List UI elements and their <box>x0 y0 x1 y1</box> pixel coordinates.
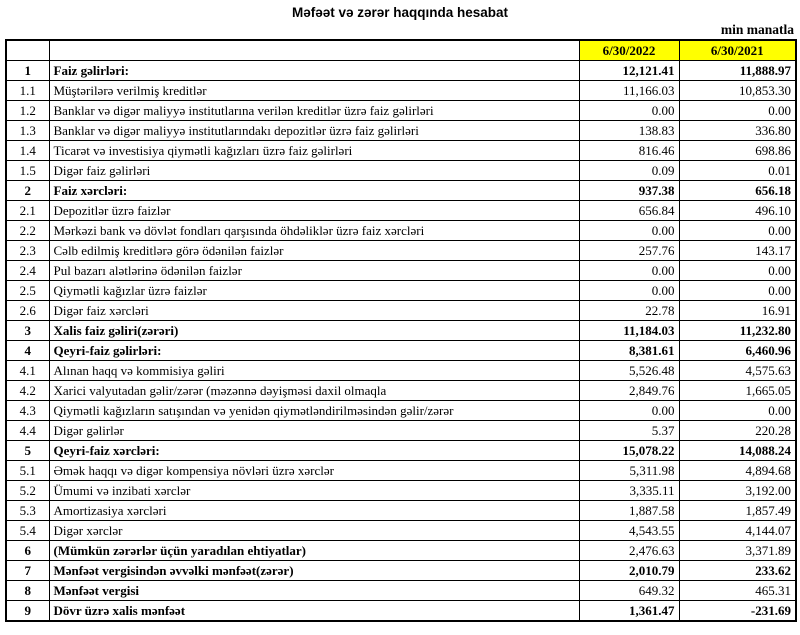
header-number-cell <box>6 40 49 61</box>
row-number-cell: 4.2 <box>6 381 49 401</box>
value-2021-cell: 4,144.07 <box>679 521 796 541</box>
value-2021-cell: 0.00 <box>679 401 796 421</box>
row-number-cell: 2.4 <box>6 261 49 281</box>
row-label-cell: Qeyri-faiz gəlirləri: <box>49 341 579 361</box>
value-2022-cell: 4,543.55 <box>579 521 679 541</box>
profit-loss-table <box>5 39 797 622</box>
row-label-cell: Digər faiz xərcləri <box>49 301 579 321</box>
row-number-cell: 5 <box>6 441 49 461</box>
header-row <box>6 40 796 61</box>
table-row <box>6 181 796 201</box>
table-row <box>6 521 796 541</box>
table-row <box>6 221 796 241</box>
table-row <box>6 101 796 121</box>
row-number-cell: 4.3 <box>6 401 49 421</box>
value-2022-cell: 2,476.63 <box>579 541 679 561</box>
value-2021-cell: 0.00 <box>679 101 796 121</box>
row-number-cell: 5.2 <box>6 481 49 501</box>
value-2022-cell: 0.00 <box>579 261 679 281</box>
value-2021-cell: 1,665.05 <box>679 381 796 401</box>
value-2021-cell: 0.00 <box>679 281 796 301</box>
value-2021-cell: 11,232.80 <box>679 321 796 341</box>
row-number-cell: 1.1 <box>6 81 49 101</box>
row-number-cell: 5.4 <box>6 521 49 541</box>
row-label-cell: Əmək haqqı və digər kompensiya növləri üzrə xərclər <box>49 461 579 481</box>
table-row <box>6 61 796 81</box>
value-2021-cell: 4,894.68 <box>679 461 796 481</box>
value-2022-cell: 2,849.76 <box>579 381 679 401</box>
row-label-cell: Ümumi və inzibati xərclər <box>49 481 579 501</box>
table-row <box>6 361 796 381</box>
row-label-cell: (Mümkün zərərlər üçün yaradılan ehtiyatlar) <box>49 541 579 561</box>
table-row <box>6 321 796 341</box>
table-row <box>6 161 796 181</box>
value-2021-cell: 143.17 <box>679 241 796 261</box>
value-2022-cell: 138.83 <box>579 121 679 141</box>
value-2021-cell: 0.00 <box>679 261 796 281</box>
row-number-cell: 4.4 <box>6 421 49 441</box>
table-row <box>6 261 796 281</box>
table-row <box>6 501 796 521</box>
row-label-cell: Banklar və digər maliyyə institutlarına verilən kreditlər üzrə faiz gəlirləri <box>49 101 579 121</box>
row-number-cell: 3 <box>6 321 49 341</box>
value-2021-cell: 220.28 <box>679 421 796 441</box>
row-number-cell: 8 <box>6 581 49 601</box>
value-2021-cell: 14,088.24 <box>679 441 796 461</box>
table-row <box>6 401 796 421</box>
row-label-cell: Alınan haqq və kommisiya gəliri <box>49 361 579 381</box>
table-row <box>6 201 796 221</box>
table-row <box>6 481 796 501</box>
row-number-cell: 1.3 <box>6 121 49 141</box>
row-label-cell: Amortizasiya xərcləri <box>49 501 579 521</box>
header-date-2022-cell: 6/30/2022 <box>579 40 679 61</box>
row-number-cell: 5.3 <box>6 501 49 521</box>
table-row <box>6 541 796 561</box>
value-2022-cell: 257.76 <box>579 241 679 261</box>
row-number-cell: 2.6 <box>6 301 49 321</box>
value-2022-cell: 5,526.48 <box>579 361 679 381</box>
row-number-cell: 2.5 <box>6 281 49 301</box>
row-number-cell: 2.1 <box>6 201 49 221</box>
row-label-cell: Faiz xərcləri: <box>49 181 579 201</box>
value-2022-cell: 5,311.98 <box>579 461 679 481</box>
value-2022-cell: 11,166.03 <box>579 81 679 101</box>
row-number-cell: 1.2 <box>6 101 49 121</box>
row-label-cell: Ticarət və investisiya qiymətli kağızları üzrə faiz gəlirləri <box>49 141 579 161</box>
row-number-cell: 6 <box>6 541 49 561</box>
row-label-cell: Pul bazarı alətlərinə ödənilən faizlər <box>49 261 579 281</box>
unit-label: min manatla <box>720 22 794 37</box>
value-2021-cell: 6,460.96 <box>679 341 796 361</box>
value-2022-cell: 11,184.03 <box>579 321 679 341</box>
value-2022-cell: 5.37 <box>579 421 679 441</box>
table-row <box>6 441 796 461</box>
row-number-cell: 1.5 <box>6 161 49 181</box>
row-label-cell: Xarici valyutadan gəlir/zərər (məzənnə dəyişməsi daxil olmaqla <box>49 381 579 401</box>
row-number-cell: 1.4 <box>6 141 49 161</box>
row-label-cell: Digər xərclər <box>49 521 579 541</box>
row-label-cell: Mənfəət vergisindən əvvəlki mənfəət(zərər) <box>49 561 579 581</box>
row-label-cell: Digər faiz gəlirləri <box>49 161 579 181</box>
table-row <box>6 581 796 601</box>
row-number-cell: 4.1 <box>6 361 49 381</box>
table-row <box>6 561 796 581</box>
row-label-cell: Cəlb edilmiş kreditlərə görə ödənilən faizlər <box>49 241 579 261</box>
value-2021-cell: 465.31 <box>679 581 796 601</box>
row-label-cell: Mənfəət vergisi <box>49 581 579 601</box>
row-number-cell: 1 <box>6 61 49 81</box>
header-date-2021-cell: 6/30/2021 <box>679 40 796 61</box>
table-row <box>6 461 796 481</box>
value-2021-cell: 4,575.63 <box>679 361 796 381</box>
value-2021-cell: 16.91 <box>679 301 796 321</box>
table-row <box>6 421 796 441</box>
value-2022-cell: 0.00 <box>579 401 679 421</box>
value-2022-cell: 3,335.11 <box>579 481 679 501</box>
row-number-cell: 7 <box>6 561 49 581</box>
row-label-cell: Qiymətli kağızlar üzrə faizlər <box>49 281 579 301</box>
value-2021-cell: 496.10 <box>679 201 796 221</box>
value-2022-cell: 0.00 <box>579 101 679 121</box>
value-2022-cell: 0.00 <box>579 221 679 241</box>
table-row <box>6 241 796 261</box>
row-number-cell: 9 <box>6 601 49 622</box>
row-label-cell: Depozitlər üzrə faizlər <box>49 201 579 221</box>
table-row <box>6 381 796 401</box>
row-number-cell: 2.2 <box>6 221 49 241</box>
value-2021-cell: 3,371.89 <box>679 541 796 561</box>
value-2022-cell: 656.84 <box>579 201 679 221</box>
table-row <box>6 121 796 141</box>
table-row <box>6 341 796 361</box>
value-2021-cell: 1,857.49 <box>679 501 796 521</box>
value-2021-cell: 3,192.00 <box>679 481 796 501</box>
value-2021-cell: 10,853.30 <box>679 81 796 101</box>
value-2022-cell: 937.38 <box>579 181 679 201</box>
value-2021-cell: 656.18 <box>679 181 796 201</box>
value-2022-cell: 15,078.22 <box>579 441 679 461</box>
value-2021-cell: 11,888.97 <box>679 61 796 81</box>
table-row <box>6 141 796 161</box>
row-label-cell: Xalis faiz gəliri(zərəri) <box>49 321 579 341</box>
table-row <box>6 281 796 301</box>
row-number-cell: 5.1 <box>6 461 49 481</box>
value-2022-cell: 2,010.79 <box>579 561 679 581</box>
table-row <box>6 301 796 321</box>
value-2022-cell: 22.78 <box>579 301 679 321</box>
value-2022-cell: 1,361.47 <box>579 601 679 622</box>
value-2021-cell: -231.69 <box>679 601 796 622</box>
table-header <box>6 40 796 61</box>
row-label-cell: Qeyri-faiz xərcləri: <box>49 441 579 461</box>
row-label-cell: Müştərilərə verilmiş kreditlər <box>49 81 579 101</box>
row-label-cell: Digər gəlirlər <box>49 421 579 441</box>
value-2021-cell: 233.62 <box>679 561 796 581</box>
value-2022-cell: 8,381.61 <box>579 341 679 361</box>
header-label-cell <box>49 40 579 61</box>
row-number-cell: 4 <box>6 341 49 361</box>
value-2021-cell: 0.01 <box>679 161 796 181</box>
report-title: Məfəət və zərər haqqında hesabat <box>291 5 509 20</box>
table-row <box>6 601 796 622</box>
value-2021-cell: 698.86 <box>679 141 796 161</box>
value-2021-cell: 0.00 <box>679 221 796 241</box>
value-2022-cell: 12,121.41 <box>579 61 679 81</box>
row-label-cell: Qiymətli kağızların satışından və yenidən qiymətləndirilməsindən gəlir/zərər <box>49 401 579 421</box>
report-table-body <box>6 61 796 622</box>
row-label-cell: Mərkəzi bank və dövlət fondları qarşısında öhdəliklər üzrə faiz xərcləri <box>49 221 579 241</box>
value-2022-cell: 816.46 <box>579 141 679 161</box>
table-row <box>6 81 796 101</box>
value-2021-cell: 336.80 <box>679 121 796 141</box>
value-2022-cell: 649.32 <box>579 581 679 601</box>
value-2022-cell: 0.00 <box>579 281 679 301</box>
row-label-cell: Banklar və digər maliyyə institutlarındakı depozitlər üzrə faiz gəlirləri <box>49 121 579 141</box>
value-2022-cell: 1,887.58 <box>579 501 679 521</box>
row-number-cell: 2.3 <box>6 241 49 261</box>
row-label-cell: Faiz gəlirləri: <box>49 61 579 81</box>
row-label-cell: Dövr üzrə xalis mənfəət <box>49 601 579 622</box>
row-number-cell: 2 <box>6 181 49 201</box>
value-2022-cell: 0.09 <box>579 161 679 181</box>
